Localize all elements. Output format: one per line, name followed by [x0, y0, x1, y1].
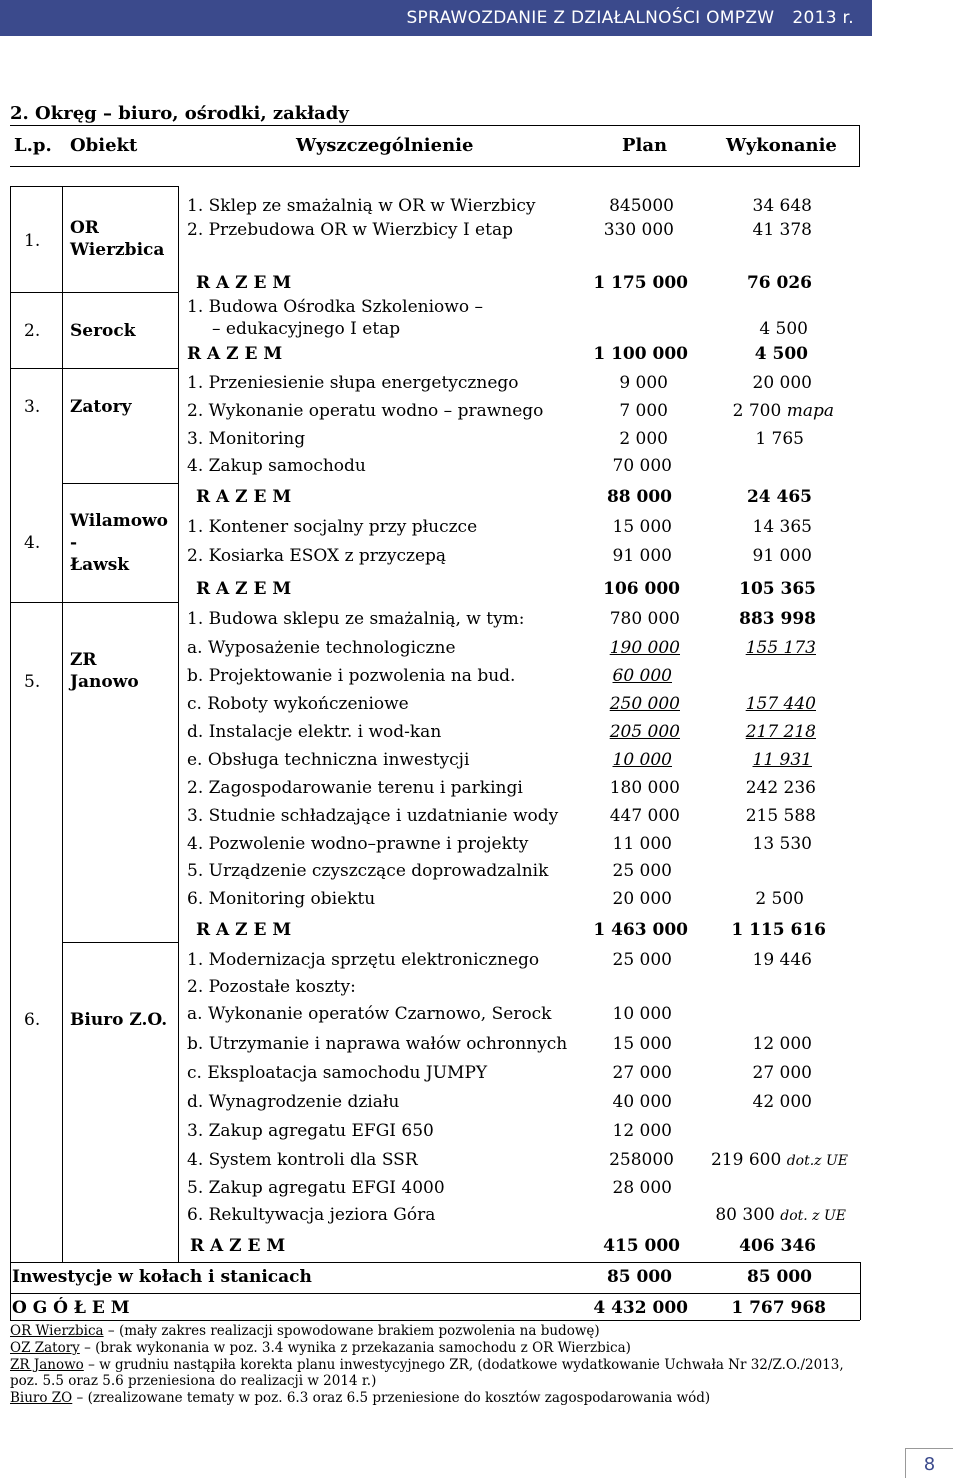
table-header	[10, 125, 860, 167]
lp-1: 1.	[24, 231, 41, 251]
object-2-line-1: Serock	[70, 321, 136, 341]
row-desc: c. Roboty wykończeniowe	[187, 694, 409, 714]
page-number: 8	[905, 1448, 953, 1478]
row-desc: – edukacyjnego I etap	[212, 319, 401, 339]
object-4-line-1: Wilamowo	[70, 511, 169, 531]
row-desc: d. Instalacje elektr. i wod-kan	[187, 722, 442, 742]
row-desc: 4. System kontroli dla SSR	[187, 1150, 418, 1170]
row-wyk: 14 365	[752, 517, 812, 537]
col-lp: L.p.	[14, 135, 52, 156]
row-plan: 28 000	[612, 1178, 672, 1198]
section-title: 2. Okręg – biuro, ośrodki, zakłady	[10, 103, 349, 124]
note-text: – w grudniu nastąpiła korekta planu inwestycyjnego ZR, (dodatkowe wydatkowanie Uchwała Nr 32/Z.O./2013, poz. 5.5 oraz 5.6 przeniesiona do realizacji w 2014 r.)	[10, 1356, 844, 1390]
row-desc: 2. Zagospodarowanie terenu i parkingi	[187, 778, 523, 798]
row-wyk: 242 236	[745, 778, 816, 798]
row-wyk: 91 000	[752, 546, 812, 566]
row-desc: 5. Urządzenie czyszczące doprowadzalnik	[187, 861, 549, 881]
col-obiekt: Obiekt	[70, 135, 138, 156]
wyk-note: dot. z UE	[780, 1208, 846, 1224]
row-desc: 1. Sklep ze smażalnią w OR w Wierzbicy	[187, 196, 536, 216]
row-desc: 4. Pozwolenie wodno–prawne i projekty	[187, 834, 529, 854]
razem-wyk: 76 026	[746, 273, 812, 293]
note-text: – (zrealizowane tematy w poz. 6.3 oraz 6.5 przeniesione do kosztów zagospodarowania wód)	[72, 1390, 711, 1407]
row-wyk: 157 440	[745, 694, 816, 714]
row-plan: 60 000	[612, 666, 672, 686]
row-desc: 4. Zakup samochodu	[187, 456, 366, 476]
razem-label: R A Z E M	[196, 487, 292, 507]
row-plan: 10 000	[612, 750, 672, 770]
note-key: OR Wierzbica	[10, 1323, 104, 1339]
table-line-obiekt	[178, 186, 179, 1262]
razem-label: R A Z E M	[196, 273, 292, 293]
row-plan: 25 000	[612, 950, 672, 970]
row-plan: 20 000	[612, 889, 672, 909]
row-plan: 258000	[609, 1150, 674, 1170]
report-year: 2013 r.	[792, 8, 854, 28]
lp-3: 3.	[24, 397, 41, 417]
row-sep-3	[62, 483, 178, 484]
row-wyk: 4 500	[759, 319, 808, 339]
table-border-left	[10, 186, 11, 1320]
row-sep-inwest	[10, 1293, 860, 1294]
note-or-wierzbica	[10, 1323, 860, 1340]
row-desc: 3. Studnie schładzające i uzdatnianie wody	[187, 806, 559, 826]
row-plan: 9 000	[619, 373, 668, 393]
row-plan: 40 000	[612, 1092, 672, 1112]
object-4-line-3: Ławsk	[70, 555, 130, 575]
razem-label: R A Z E M	[196, 579, 292, 599]
row-desc: a. Wyposażenie technologiczne	[187, 638, 456, 658]
row-desc: c. Eksploatacja samochodu JUMPY	[187, 1063, 488, 1083]
inwestycje-wyk: 85 000	[746, 1267, 812, 1287]
row-desc: 2. Wykonanie operatu wodno – prawnego	[187, 401, 544, 421]
table-line-lp	[62, 186, 63, 1262]
row-wyk: 20 000	[752, 373, 812, 393]
row-plan: 330 000	[603, 220, 674, 240]
razem-wyk: 4 500	[754, 344, 808, 364]
row-wyk: 217 218	[745, 722, 816, 742]
row-plan: 91 000	[612, 546, 672, 566]
wyk-value: 80 300	[715, 1205, 775, 1225]
row-plan: 25 000	[612, 861, 672, 881]
row-plan: 12 000	[612, 1121, 672, 1141]
wyk-value: 2 700	[732, 401, 782, 421]
lp-5: 5.	[24, 672, 41, 692]
row-plan: 180 000	[609, 778, 680, 798]
row-desc: 6. Rekultywacja jeziora Góra	[187, 1205, 436, 1225]
razem-wyk: 24 465	[746, 487, 812, 507]
row-wyk: 27 000	[752, 1063, 812, 1083]
row-plan: 70 000	[612, 456, 672, 476]
row-wyk: 11 931	[752, 750, 812, 770]
ogolem-plan: 4 432 000	[593, 1298, 688, 1318]
row-wyk: 2 500	[755, 889, 804, 909]
wyk-value: 219 600	[710, 1150, 782, 1170]
razem-wyk: 406 346	[739, 1236, 816, 1256]
row-sep-2	[10, 368, 178, 369]
object-6-line-1: Biuro Z.O.	[70, 1010, 168, 1030]
lp-6: 6.	[24, 1010, 41, 1030]
razem-label: R A Z E M	[187, 344, 283, 364]
row-desc: 5. Zakup agregatu EFGI 4000	[187, 1178, 445, 1198]
row-plan: 7 000	[619, 401, 668, 421]
row-plan: 205 000	[609, 722, 680, 742]
row-wyk: 41 378	[752, 220, 812, 240]
row-desc: 3. Zakup agregatu EFGI 650	[187, 1121, 434, 1141]
row-wyk: 19 446	[752, 950, 812, 970]
row-wyk: 155 173	[745, 638, 816, 658]
razem-plan: 106 000	[603, 579, 680, 599]
row-desc: 6. Monitoring obiektu	[187, 889, 376, 909]
inwestycje-plan: 85 000	[606, 1267, 672, 1287]
row-plan: 447 000	[609, 806, 680, 826]
col-wykonanie: Wykonanie	[726, 135, 837, 156]
note-key: ZR Janowo	[10, 1356, 84, 1373]
row-desc: 1. Budowa Ośrodka Szkoleniowo –	[187, 297, 483, 317]
row-wyk: 34 648	[752, 196, 812, 216]
object-3-line-1: Zatory	[70, 397, 132, 417]
row-wyk: 12 000	[752, 1034, 812, 1054]
row-plan: 845000	[609, 196, 674, 216]
header-banner	[0, 0, 872, 36]
razem-wyk: 1 115 616	[731, 920, 826, 940]
razem-plan: 1 100 000	[593, 344, 688, 364]
razem-plan: 1 175 000	[593, 273, 688, 293]
row-plan: 11 000	[612, 834, 672, 854]
row-wyk	[733, 400, 834, 422]
row-desc: a. Wykonanie operatów Czarnowo, Serock	[187, 1004, 552, 1024]
row-desc: 1. Przeniesienie słupa energetycznego	[187, 373, 519, 393]
row-desc: e. Obsługa techniczna inwestycji	[187, 750, 470, 770]
razem-plan: 415 000	[603, 1236, 680, 1256]
footnotes	[10, 1323, 860, 1407]
row-desc: 1. Budowa sklepu ze smażalnią, w tym:	[187, 609, 525, 629]
row-sep-5	[62, 942, 178, 943]
row-plan: 250 000	[609, 694, 680, 714]
wyk-note: mapa	[786, 401, 834, 421]
lp-4: 4.	[24, 533, 41, 553]
row-desc: d. Wynagrodzenie działu	[187, 1092, 400, 1112]
table-bottom-line	[10, 1320, 860, 1321]
row-desc: 2. Kosiarka ESOX z przyczepą	[187, 546, 447, 566]
table-border-right	[860, 1262, 861, 1320]
razem-label: R A Z E M	[196, 920, 292, 940]
object-1-line-1: OR	[70, 218, 99, 238]
object-5-line-2: Janowo	[70, 672, 139, 692]
note-key: OZ Zatory	[10, 1339, 80, 1356]
object-1-line-2: Wierzbica	[70, 240, 165, 260]
lp-2: 2.	[24, 321, 41, 341]
row-wyk	[711, 1149, 848, 1172]
row-desc: b. Projektowanie i pozwolenia na bud.	[187, 666, 516, 686]
col-plan: Plan	[622, 135, 668, 156]
note-text: – (mały zakres realizacji spowodowane brakiem pozwolenia na budowę)	[103, 1323, 600, 1339]
row-sep-total	[10, 1262, 860, 1263]
row-plan: 15 000	[612, 1034, 672, 1054]
row-sep-4	[10, 602, 178, 603]
note-oz-zatory	[10, 1340, 860, 1357]
razem-plan: 88 000	[606, 487, 672, 507]
ogolem-wyk: 1 767 968	[731, 1298, 826, 1318]
row-plan: 27 000	[612, 1063, 672, 1083]
inwestycje-label: Inwestycje w kołach i stanicach	[12, 1267, 312, 1287]
note-biuro-zo	[10, 1390, 860, 1407]
row-sep-1	[10, 292, 178, 293]
row-desc: 2. Pozostałe koszty:	[187, 977, 356, 997]
row-plan: 15 000	[612, 517, 672, 537]
row-desc: b. Utrzymanie i naprawa wałów ochronnych	[187, 1034, 568, 1054]
table-top-line	[10, 186, 178, 187]
row-wyk: 13 530	[752, 834, 812, 854]
note-key: Biuro ZO	[10, 1390, 73, 1407]
wyk-note: dot.z UE	[786, 1153, 848, 1169]
row-desc: 1. Kontener socjalny przy płuczce	[187, 517, 478, 537]
row-plan: 780 000	[609, 609, 680, 629]
note-text: – (brak wykonania w poz. 3.4 wynika z przekazania samochodu z OR Wierzbica)	[79, 1339, 631, 1356]
row-desc: 1. Modernizacja sprzętu elektronicznego	[187, 950, 540, 970]
row-plan: 2 000	[619, 429, 668, 449]
row-desc: 2. Przebudowa OR w Wierzbicy I etap	[187, 220, 513, 240]
razem-wyk: 105 365	[739, 579, 816, 599]
razem-plan: 1 463 000	[593, 920, 688, 940]
object-5-line-1: ZR	[70, 650, 97, 670]
ogolem-label: O G Ó Ł E M	[12, 1298, 130, 1318]
row-wyk	[715, 1204, 846, 1227]
col-wyszczegolnienie: Wyszczególnienie	[296, 135, 474, 156]
report-title: SPRAWOZDANIE Z DZIAŁALNOŚCI OMPZW	[406, 8, 775, 28]
row-wyk: 1 765	[755, 429, 804, 449]
row-wyk: 42 000	[752, 1092, 812, 1112]
row-desc: 3. Monitoring	[187, 429, 306, 449]
row-wyk: 883 998	[739, 609, 816, 629]
razem-label: R A Z E M	[190, 1236, 286, 1256]
row-plan: 10 000	[612, 1004, 672, 1024]
object-4-line-2: -	[70, 533, 78, 553]
note-zr-janowo	[10, 1357, 860, 1391]
row-plan: 190 000	[609, 638, 680, 658]
row-wyk: 215 588	[745, 806, 816, 826]
